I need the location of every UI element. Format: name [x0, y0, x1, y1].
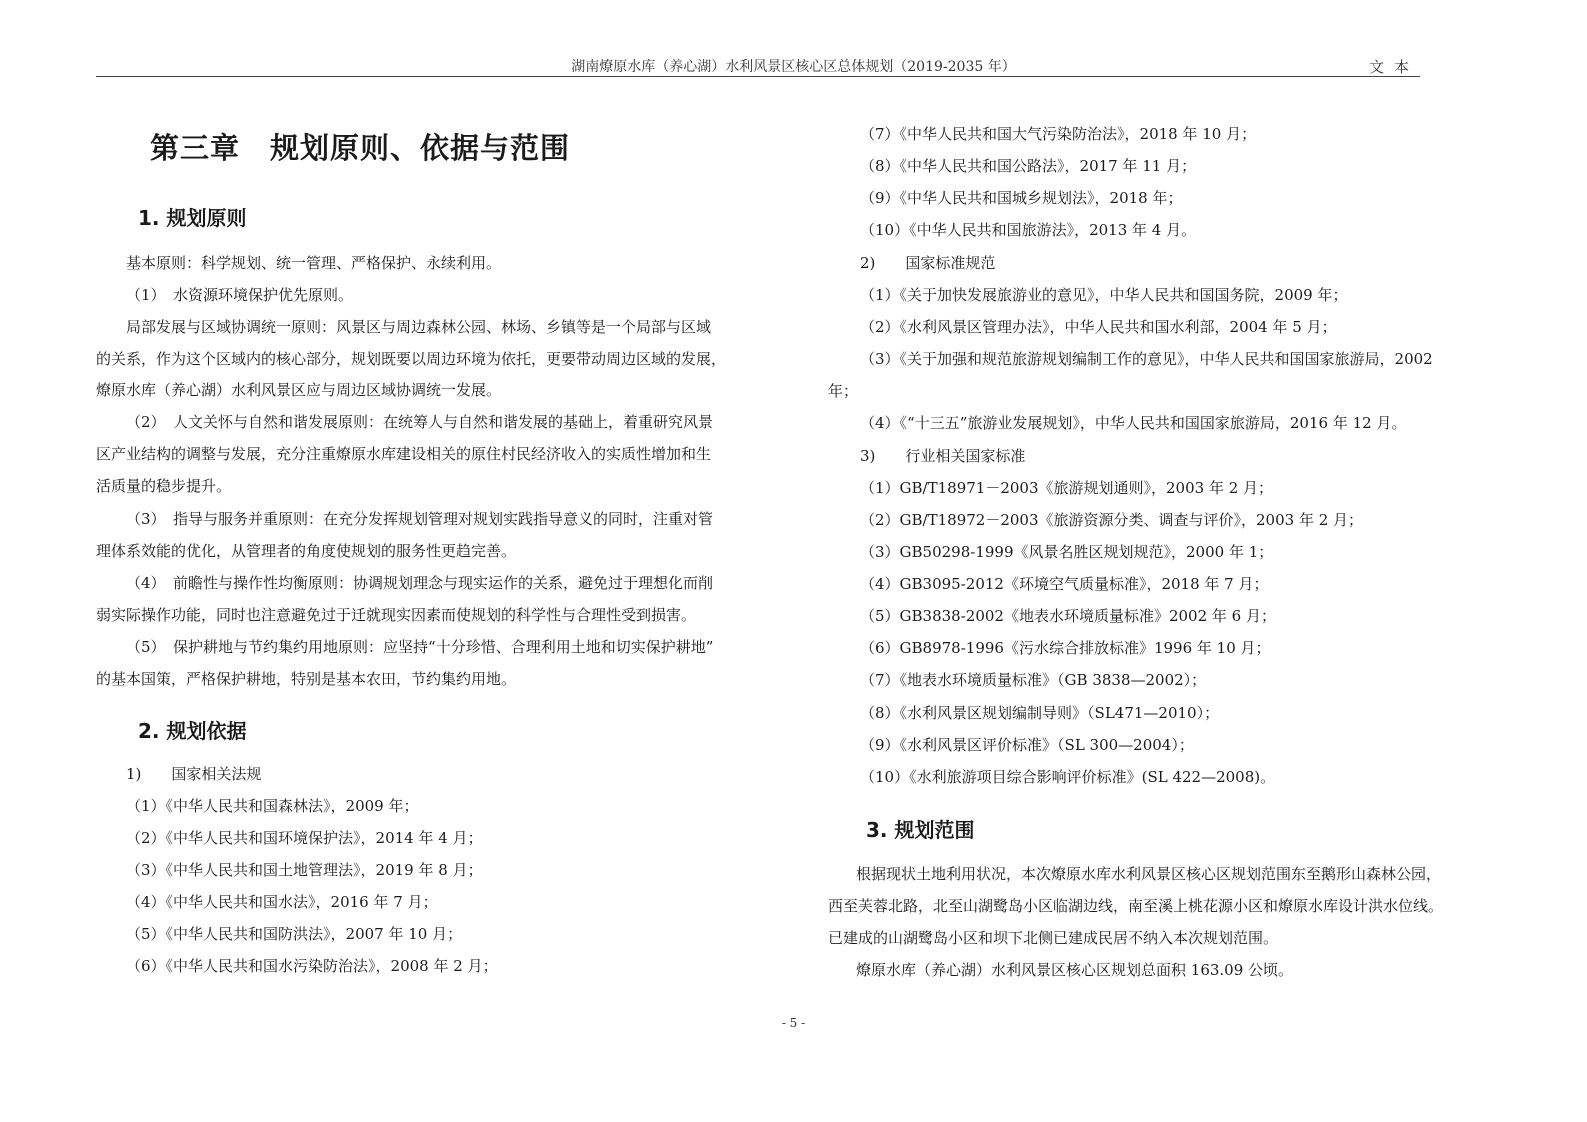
- paragraph-line: 西至芙蓉北路，北至山湖鹭岛小区临湖边线，南至溪上桃花源小区和燎原水库设计洪水位线。: [828, 897, 1444, 915]
- list-item: （3）《中华人民共和国土地管理法》，2019 年 8 月；: [126, 861, 483, 879]
- list-item: 年；: [828, 382, 859, 400]
- paragraph-line: 的关系，作为这个区域内的核心部分，规划既要以周边环境为依托，更要带动周边区域的发展，: [96, 350, 727, 368]
- paragraph-line: 弱实际操作功能，同时也注意避免过于迁就现实因素而使规划的科学性与合理性受到损害。: [96, 606, 697, 624]
- list-item: （5）GB3838-2002《地表水环境质量标准》2002 年 6 月；: [860, 607, 1276, 625]
- page-number: - 5 -: [781, 1016, 806, 1030]
- paragraph-line: 燎原水库（养心湖）水利风景区核心区规划总面积 163.09 公顷。: [856, 961, 1294, 979]
- list-item: （7）《中华人民共和国大气污染防治法》，2018 年 10 月；: [860, 125, 1257, 143]
- section1-title: 1. 规划原则: [138, 206, 247, 230]
- list-item: （10）《中华人民共和国旅游法》，2013 年 4 月。: [860, 221, 1197, 239]
- paragraph-line: （1） 水资源环境保护优先原则。: [126, 286, 354, 304]
- list-item: （4）《中华人民共和国水法》，2016 年 7 月；: [126, 893, 438, 911]
- header-title: 湖南燎原水库（养心湖）水利风景区核心区总体规划（2019-2035 年）: [571, 59, 1016, 75]
- list-heading: 1) 国家相关法规: [126, 765, 262, 783]
- list-item: （7）《地表水环境质量标准》（GB 3838—2002）；: [860, 671, 1207, 689]
- list-item: （9）《水利风景区评价标准》（SL 300—2004）；: [860, 736, 1194, 754]
- list-item: （2）《水利风景区管理办法》，中华人民共和国水利部，2004 年 5 月；: [860, 318, 1337, 336]
- list-item: （2）《中华人民共和国环境保护法》，2014 年 4 月；: [126, 829, 483, 847]
- section2-title: 2. 规划依据: [138, 719, 247, 743]
- list-item: （6）GB8978-1996《污水综合排放标准》1996 年 10 月；: [860, 639, 1271, 657]
- paragraph-line: （3） 指导与服务并重原则：在充分发挥规划管理对规划实践指导意义的同时，注重对管: [126, 510, 714, 528]
- paragraph-line: 局部发展与区域协调统一原则：风景区与周边森林公园、林场、乡镇等是一个局部与区域: [126, 318, 712, 336]
- list-item: （6）《中华人民共和国水污染防治法》，2008 年 2 月；: [126, 957, 498, 975]
- chapter-title: 第三章 规划原则、依据与范围: [150, 131, 571, 165]
- paragraph-line: 的基本国策，严格保护耕地，特别是基本农田，节约集约用地。: [96, 670, 517, 688]
- paragraph-line: （4） 前瞻性与操作性均衡原则：协调规划理念与现实运作的关系，避免过于理想化而削: [126, 574, 714, 592]
- paragraph-line: 根据现状土地利用状况，本次燎原水库水利风景区核心区规划范围东至鹅形山森林公园，: [856, 865, 1442, 883]
- header-divider: [96, 76, 1420, 77]
- list-item: （8）《中华人民共和国公路法》，2017 年 11 月；: [860, 157, 1197, 175]
- paragraph-line: 活质量的稳步提升。: [96, 477, 232, 495]
- paragraph-line: 理体系效能的优化，从管理者的角度使规划的服务性更趋完善。: [96, 542, 517, 560]
- paragraph-line: 燎原水库（养心湖）水利风景区应与周边区域协调统一发展。: [96, 381, 502, 399]
- paragraph-line: （5） 保护耕地与节约集约用地原则：应坚持“十分珍惜、合理利用土地和切实保护耕地”: [126, 638, 714, 656]
- list-item: （2）GB/T18972－2003《旅游资源分类、调查与评价》，2003 年 2 月；: [860, 511, 1364, 529]
- paragraph-line: 已建成的山湖鹭岛小区和坝下北侧已建成民居不纳入本次规划范围。: [828, 929, 1279, 947]
- section3-title: 3. 规划范围: [866, 818, 975, 842]
- list-item: （1）《中华人民共和国森林法》，2009 年；: [126, 797, 419, 815]
- list-item: （4）《“十三五”旅游业发展规划》，中华人民共和国国家旅游局，2016 年 12 月。: [860, 414, 1407, 432]
- paragraph-line: 基本原则：科学规划、统一管理、严格保护、永续利用。: [126, 254, 502, 272]
- list-item: （1）GB/T18971－2003《旅游规划通则》，2003 年 2 月；: [860, 479, 1274, 497]
- list-item: （4）GB3095-2012《环境空气质量标准》，2018 年 7 月；: [860, 575, 1269, 593]
- list-item: （3）《关于加强和规范旅游规划编制工作的意见》，中华人民共和国国家旅游局，2002: [860, 350, 1433, 368]
- paragraph-line: 区产业结构的调整与发展，充分注重燎原水库建设相关的原住村民经济收入的实质性增加和生: [96, 445, 712, 463]
- list-heading: 3) 行业相关国家标准: [860, 447, 1026, 465]
- header-label: 文本: [1368, 58, 1419, 76]
- list-heading: 2) 国家标准规范: [860, 254, 996, 272]
- list-item: （9）《中华人民共和国城乡规划法》，2018 年；: [860, 189, 1183, 207]
- list-item: （8）《水利风景区规划编制导则》（SL471—2010）；: [860, 704, 1220, 722]
- list-item: （1）《关于加快发展旅游业的意见》，中华人民共和国国务院，2009 年；: [860, 286, 1348, 304]
- list-item: （3）GB50298-1999《风景名胜区规划规范》，2000 年 1；: [860, 543, 1274, 561]
- list-item: （5）《中华人民共和国防洪法》，2007 年 10 月；: [126, 925, 463, 943]
- paragraph-line: （2） 人文关怀与自然和谐发展原则：在统筹人与自然和谐发展的基础上，着重研究风景: [126, 413, 714, 431]
- list-item: （10）《水利旅游项目综合影响评价标准》(SL 422—2008)。: [860, 768, 1276, 786]
